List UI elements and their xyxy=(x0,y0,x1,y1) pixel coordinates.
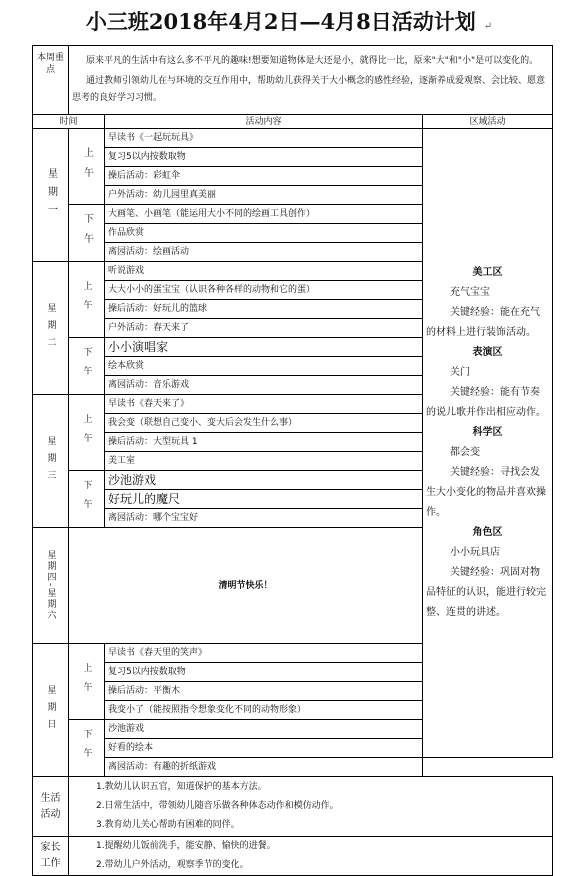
activity-item: 离园活动：绘画活动 xyxy=(105,243,423,262)
activity-item: 离园活动：哪个宝宝好 xyxy=(105,509,423,528)
activity-item: 小小演唱家 xyxy=(105,338,423,357)
page-title: 小三班2018年4月2日—4月8日活动计划 ↵ xyxy=(85,9,493,34)
activity-item: 早读书《春天里的笑声》 xyxy=(105,644,423,663)
activity-item: 好看的绘本 xyxy=(105,739,423,758)
life-item: 2.日常生活中，带领幼儿随音乐做各种体态动作和模仿动作。 xyxy=(96,801,339,811)
day-label-wednesday xyxy=(33,395,69,528)
life-activities xyxy=(69,777,553,837)
activity-item: 作品欣赏 xyxy=(105,224,423,243)
family-item: 2.带幼儿户外活动，观察季节的变化。 xyxy=(96,860,249,870)
holiday-greeting: 清明节快乐！ xyxy=(69,528,423,644)
pm-label: 下午 xyxy=(69,205,105,262)
region-science: 科学区 都会变 关键经验：寻找会发生大小变化的物品并喜欢操作。 xyxy=(426,427,546,518)
activity-item: 大大小小的蛋宝宝（认识各种各样的动物和它的蛋） xyxy=(105,281,423,300)
day-label-sunday xyxy=(33,644,69,777)
pm-label: 下午 xyxy=(69,471,105,528)
region-role-play: 角色区 小小玩具店 关键经验：巩固对物品特征的认识，能进行较完整、连贯的讲述。 xyxy=(426,527,546,618)
activity-item: 复习5以内按数取物 xyxy=(105,148,423,167)
pm-label: 下午 xyxy=(69,720,105,777)
family-item: 1.提醒幼儿饭前洗手，能安静、愉快的进餐。 xyxy=(96,841,276,851)
activity-item: 早读书《春天来了》 xyxy=(105,395,423,414)
region-art: 美工区 充气宝宝 关键经验：能在充气的材料上进行装饰活动。 xyxy=(426,267,540,338)
activity-item: 操后活动：平衡木 xyxy=(105,682,423,701)
region-performance: 表演区 关门 关键经验：能有节奏的说儿歌并作出相应动作。 xyxy=(426,347,546,418)
activity-item: 户外活动：幼儿园里真美丽 xyxy=(105,186,423,205)
activity-item: 操后活动：彩虹伞 xyxy=(105,167,423,186)
activity-item: 操后活动：好玩儿的篮球 xyxy=(105,300,423,319)
family-work xyxy=(69,837,553,876)
activity-item: 绘本欣赏 xyxy=(105,357,423,376)
day-label-tuesday xyxy=(33,262,69,395)
day-label: 星期四-星期六 xyxy=(45,549,56,622)
day-label: 星期一 xyxy=(45,168,57,222)
activity-item: 沙池游戏 xyxy=(105,720,423,739)
life-item: 3.教育幼儿关心帮助有困难的同伴。 xyxy=(96,820,240,830)
activity-item: 大画笔、小画笔（能运用大小不同的绘画工具创作） xyxy=(105,205,423,224)
family-label: 家长工作 xyxy=(33,837,69,876)
focus-paragraph: 原来平凡的生活中有这么多不平凡的趣味!想要知道物体是大还是小，就得比一比，原来"大"和"小"是可以变化的。 xyxy=(86,56,539,66)
focus-text xyxy=(69,46,553,115)
activity-item: 离园活动：音乐游戏 xyxy=(105,376,423,395)
day-label-monday xyxy=(33,129,69,262)
am-label: 上午 xyxy=(69,262,105,338)
activity-item: 沙池游戏 xyxy=(105,471,423,490)
activity-item: 好玩儿的魔尺 xyxy=(105,490,423,509)
day-label-thu-sat xyxy=(33,528,69,644)
header-time: 时间 xyxy=(33,115,105,129)
activity-item: 我变小了（能按照指令想象变化不同的动物形象） xyxy=(105,701,423,720)
header-region: 区域活动 xyxy=(423,115,553,129)
activity-item: 复习5以内按数取物 xyxy=(105,663,423,682)
activity-item: 早读书《一起玩玩具》 xyxy=(105,129,423,148)
activity-item: 听说游戏 xyxy=(105,262,423,281)
activity-item: 我会变（联想自己变小、变大后会发生什么事） xyxy=(105,414,423,433)
region-activities xyxy=(423,129,553,758)
am-label: 上午 xyxy=(69,395,105,471)
day-label: 星期日 xyxy=(45,684,56,736)
focus-paragraph: 通过教师引领幼儿在与环境的交互作用中，帮助幼儿获得关于大小概念的感性经验，逐渐养成爱观察、会比较、愿意思考的良好学习习惯。 xyxy=(72,76,546,103)
life-item: 1.教幼儿认识五官，知道保护的基本方法。 xyxy=(96,782,267,792)
pm-label: 下午 xyxy=(69,338,105,395)
activity-item: 户外活动：春天来了 xyxy=(105,319,423,338)
activity-item: 美工室 xyxy=(105,452,423,471)
activity-item: 离园活动：有趣的折纸游戏 xyxy=(105,758,423,777)
focus-label: 本周重点 xyxy=(33,46,69,115)
am-label: 上午 xyxy=(69,129,105,205)
life-label: 生活活动 xyxy=(33,777,69,837)
activity-item: 操后活动：大型玩具 1 xyxy=(105,433,423,452)
weekly-plan-table xyxy=(32,45,553,876)
am-label: 上午 xyxy=(69,644,105,720)
day-label: 星期二 xyxy=(45,302,56,354)
day-label: 星期三 xyxy=(45,435,56,487)
header-activity: 活动内容 xyxy=(105,115,423,129)
